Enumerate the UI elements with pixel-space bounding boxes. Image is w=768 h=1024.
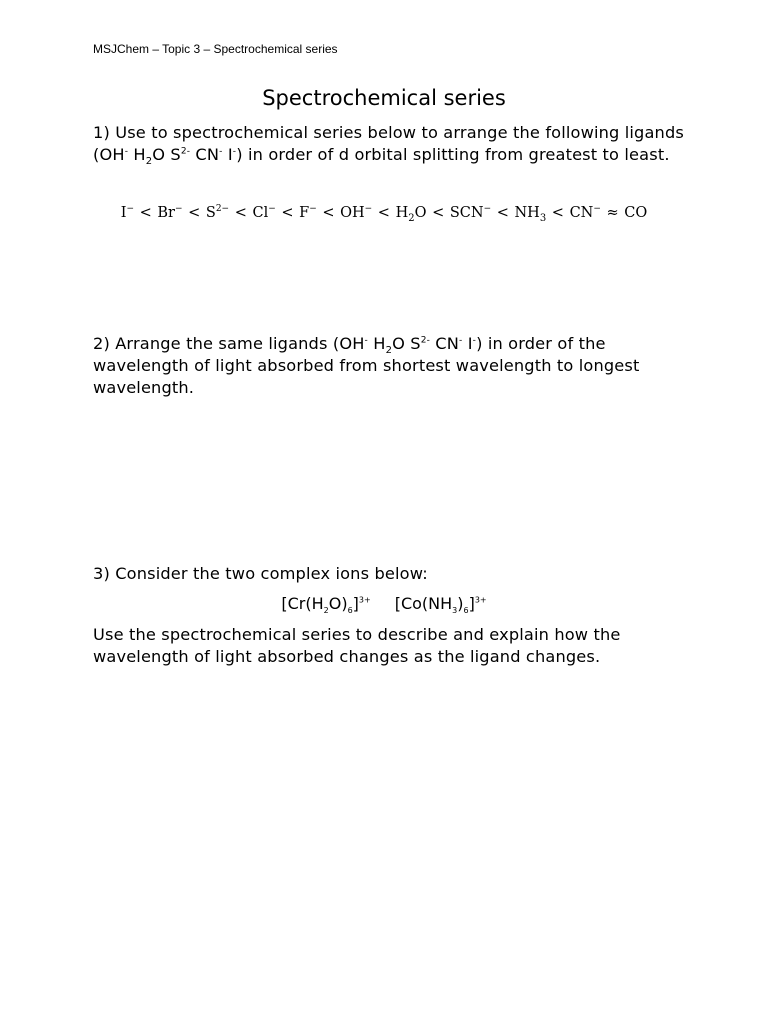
q1-s-charge: 2- [180, 146, 191, 157]
question-2 [93, 333, 693, 399]
cobalt-complex [394, 594, 487, 616]
cr-part-b: O) [328, 594, 348, 613]
series-charge: 2− [215, 204, 230, 215]
co-subscript-3: 3 [452, 606, 458, 616]
q1-intro: 1) Use to spectrochemical series below to arrange the following ligands (OH [93, 123, 684, 164]
series-charge: − [593, 204, 601, 215]
question-3-task: Use the spectrochemical series to describe and explain how the wavelength of light absorbed changes as the ligand changes. [93, 625, 621, 666]
q1-iodide-charge: - [232, 146, 237, 157]
q1-end: ) in order of d orbital splitting from greatest to least. [236, 145, 670, 164]
series-charge: − [268, 204, 276, 215]
cr-part-c: ] [352, 594, 359, 613]
series-iodide: I [120, 205, 127, 221]
cr-charge: 3+ [358, 595, 371, 605]
complex-ions [0, 594, 768, 616]
series-subscript: 2 [408, 212, 415, 224]
series-ammonia: < NH [491, 205, 540, 221]
page-header: MSJChem – Topic 3 – Spectrochemical series [93, 42, 338, 56]
q2-oh-charge: - [364, 335, 368, 346]
question-3-intro: 3) Consider the two complex ions below: [93, 564, 428, 583]
co-part-a: [Co(NH [394, 594, 453, 613]
page-title: Spectrochemical series [262, 86, 506, 110]
co-subscript-6: 6 [463, 606, 469, 616]
series-sulfide: < S [182, 205, 216, 221]
q1-iodide: I [222, 145, 233, 164]
q1-cn: CN [190, 145, 220, 164]
series-charge: − [364, 204, 373, 215]
q2-h2o-a: H [367, 334, 386, 353]
series-carbonyl: ≈ CO [600, 205, 648, 221]
q2-iodide: I [462, 334, 473, 353]
series-cyanide: < CN [546, 205, 594, 221]
series-charge: − [483, 204, 492, 215]
series-fluoride: < F [275, 205, 310, 221]
series-hydroxide: < OH [316, 205, 365, 221]
series-charge: − [174, 204, 183, 215]
series-charge: − [126, 204, 134, 215]
q2-h2o-subscript: 2 [385, 345, 393, 357]
q2-h2o-b: O S [392, 334, 421, 353]
series-bromide: < Br [134, 205, 175, 221]
question-1 [93, 122, 693, 166]
co-charge: 3+ [474, 595, 487, 605]
series-water-b: O < SCN [414, 205, 484, 221]
q1-cn-charge: - [219, 146, 223, 157]
co-part-c: ] [468, 594, 475, 613]
q1-oh-charge: - [124, 146, 129, 157]
series-charge: − [309, 204, 317, 215]
q1-h2o-b: O S [152, 145, 181, 164]
q1-h2o-a: H [128, 145, 146, 164]
spectrochemical-series [0, 204, 768, 224]
co-part-b: ) [457, 594, 464, 613]
chromium-complex [281, 594, 371, 616]
q1-h2o-subscript: 2 [145, 156, 153, 168]
q2-iodide-charge: - [472, 335, 477, 346]
q2-end: ) in order of the wavelength of light absorbed from shortest wavelength to longest wavelength. [93, 334, 640, 397]
cr-subscript-6: 6 [347, 606, 353, 616]
q2-cn: CN [430, 334, 460, 353]
series-water-a: < H [372, 205, 409, 221]
q2-s-charge: 2- [420, 335, 430, 346]
q2-cn-charge: - [459, 335, 463, 346]
cr-subscript-2: 2 [323, 606, 329, 616]
q2-intro: 2) Arrange the same ligands (OH [93, 334, 365, 353]
series-chloride: < Cl [229, 205, 269, 221]
series-subscript: 3 [539, 212, 547, 224]
cr-part-a: [Cr(H [281, 594, 324, 613]
